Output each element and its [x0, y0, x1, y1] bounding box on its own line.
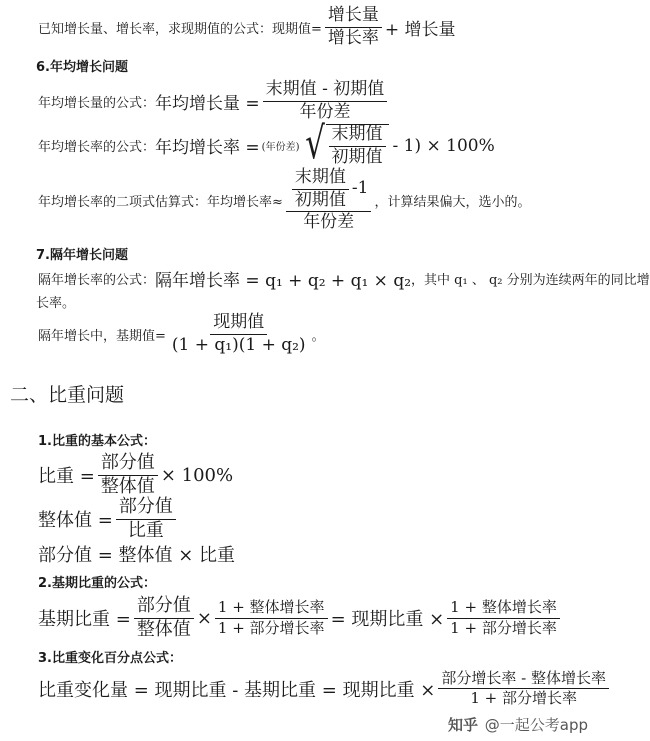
- text: × 100%: [160, 464, 234, 486]
- radical-sign: √: [305, 118, 326, 169]
- formula-share: [38, 453, 233, 497]
- text-continuation: 长率。: [36, 296, 76, 311]
- denominator: 整体值: [100, 475, 155, 497]
- formula-current-value: [38, 6, 456, 48]
- text: 年均增长率 =: [155, 138, 260, 159]
- fraction: [286, 168, 372, 233]
- fraction: [447, 599, 560, 637]
- numerator: 1 + 整体增长率: [447, 599, 560, 618]
- text: 年均增长量的公式：: [38, 95, 156, 111]
- heading-3: 3.比重变化百分点公式：: [38, 651, 182, 666]
- denominator: 增长率: [327, 27, 379, 48]
- denominator: 1 + 部分增长率: [217, 618, 325, 637]
- denominator: 年份差: [303, 212, 355, 233]
- text: 已知增长量、增长率，求现期值的公式：现期值=: [38, 21, 322, 37]
- zhihu-logo: 知乎: [447, 716, 478, 734]
- formula-biennial-base: [38, 313, 325, 355]
- numerator: 部分值: [98, 453, 158, 476]
- fraction: [325, 6, 382, 48]
- numerator: 末期值: [292, 168, 349, 190]
- text: 年均增长量 =: [155, 93, 260, 114]
- heading-7: 7.隔年增长问题: [36, 248, 128, 263]
- numerator: 末期值: [329, 125, 386, 147]
- root-index: (年份差): [261, 142, 300, 154]
- denominator: 1 + 部分增长率: [470, 689, 578, 708]
- heading-2: 2.基期比重的公式：: [38, 576, 156, 591]
- formula-avg-growth-amount: [38, 80, 390, 122]
- formula-avg-growth-rate: [38, 118, 495, 169]
- text: ，其中 q₁ 、 q₂ 分别为连续两年的同比增: [411, 273, 650, 288]
- fraction: [215, 599, 328, 637]
- denominator: 初期值: [294, 189, 346, 210]
- heading-6: 6.年均增长问题: [36, 60, 128, 75]
- fraction: [98, 453, 158, 497]
- numerator: 部分增长率 - 整体增长率: [438, 670, 609, 689]
- text: = 现期比重 ×: [330, 609, 445, 631]
- text: 。: [311, 328, 325, 344]
- fraction: [329, 125, 386, 167]
- numerator: 末期值 - 初期值: [263, 80, 388, 102]
- denominator: 初期值: [331, 146, 383, 167]
- text: 年均增长率的公式：: [38, 140, 156, 156]
- text: 比重变化量 = 现期比重 - 基期比重 = 现期比重 ×: [38, 679, 436, 701]
- numerator: 现期值: [210, 313, 267, 335]
- fraction: [263, 80, 388, 122]
- formula-whole: [38, 497, 179, 541]
- radical: [301, 118, 388, 169]
- inner-fraction: [292, 168, 349, 210]
- text: ，计算结果偏大，选小的。: [374, 194, 531, 210]
- fraction: [134, 596, 194, 640]
- numerator: 增长量: [325, 6, 382, 28]
- text: 隔年增长中，基期值=: [38, 328, 166, 344]
- fraction: [438, 670, 609, 708]
- numerator: 1 + 整体增长率: [215, 599, 328, 618]
- text: 整体值 =: [38, 510, 113, 532]
- fraction: [169, 313, 309, 355]
- fraction: [116, 497, 176, 541]
- watermark: [448, 714, 588, 735]
- formula-base-share: [38, 596, 563, 640]
- watermark-text: @一起公考app: [484, 716, 588, 734]
- formula-part: 部分值 = 整体值 × 比重: [38, 545, 236, 566]
- formula-share-change: [38, 670, 612, 708]
- section-heading: 二、比重问题: [10, 384, 125, 406]
- text: - 1) × 100%: [392, 135, 495, 156]
- text: 隔年增长率的公式：: [38, 273, 156, 288]
- text: 比重 =: [38, 466, 95, 488]
- denominator: 1 + 部分增长率: [450, 618, 557, 637]
- text: -1: [351, 178, 369, 199]
- text: + 增长量: [384, 19, 456, 40]
- text: ×: [196, 607, 212, 629]
- text: 基期比重 =: [38, 609, 131, 631]
- numerator: 部分值: [116, 497, 176, 520]
- heading-1: 1.比重的基本公式：: [38, 434, 156, 449]
- text: 隔年增长率 = q₁ + q₂ + q₁ × q₂: [155, 271, 412, 291]
- numerator: 部分值: [134, 596, 194, 619]
- text: 年均增长率的二项式估算式：年均增长率≈: [38, 194, 283, 210]
- denominator: 比重: [127, 519, 164, 541]
- formula-binomial-estimate: [38, 168, 530, 233]
- denominator: 年份差: [299, 101, 351, 122]
- denominator: (1 + q₁)(1 + q₂): [171, 334, 306, 355]
- formula-biennial-rate: [38, 266, 650, 291]
- denominator: 整体值: [136, 618, 191, 640]
